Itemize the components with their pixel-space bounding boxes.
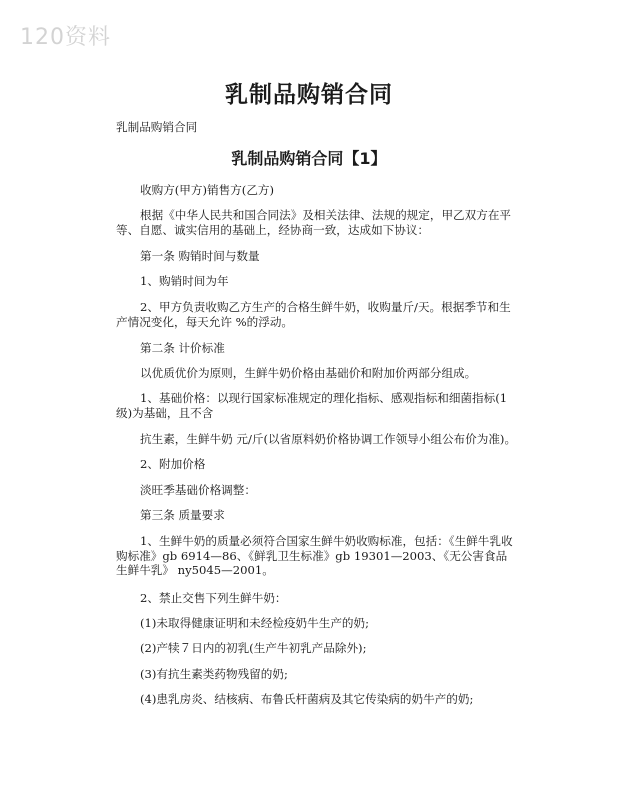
paragraph-basis: 根据《中华人民共和国合同法》及相关法律、法规的规定，甲乙双方在平等、自愿、诚实信用的基础上，经协商一致，达成如下协议： [116,208,512,237]
article-2-heading: 第二条 计价标准 [140,341,225,355]
article-3-heading: 第三条 质量要求 [140,508,225,522]
prohibited-item-2: (2)产犊７日内的初乳(生产牛初乳产品除外); [140,641,367,655]
watermark: 120资料 [20,25,111,50]
prohibited-item-1: (1)未取得健康证明和未经检疫奶牛生产的奶; [140,616,370,630]
article-2-item-1: 1、基础价格：以现行国家标准规定的理化指标、感观指标和细菌指标(1级)为基础，且不含 [116,391,508,420]
article-2-item-3: 淡旺季基础价格调整： [140,483,256,497]
paragraph-parties: 收购方(甲方)销售方(乙方) [140,183,275,197]
document-title: 乳制品购销合同 [225,82,393,108]
article-2-intro: 以优质优价为原则，生鲜牛奶价格由基础价和附加价两部分组成。 [140,366,477,380]
article-1-item-1: 1、购销时间为年 [140,274,229,288]
article-2-item-1-cont: 抗生素，生鲜牛奶 元/斤(以省原料奶价格协调工作领导小组公布价为准)。 [140,432,517,446]
prohibited-item-4: (4)患乳房炎、结核病、布鲁氏杆菌病及其它传染病的奶牛产的奶; [140,692,474,706]
prohibited-item-3: (3)有抗生素类药物残留的奶; [140,667,288,681]
section-title: 乳制品购销合同【1】 [231,149,387,168]
article-2-item-2: 2、附加价格 [140,457,206,471]
article-1-item-2: 2、甲方负责收购乙方生产的合格生鲜牛奶，收购量斤/天。根据季节和生产情况变化，每天允许 %的浮动。 [116,300,511,329]
article-3-item-2: 2、禁止交售下列生鲜牛奶： [140,591,287,605]
article-1-heading: 第一条 购销时间与数量 [140,249,260,263]
document-label: 乳制品购销合同 [116,120,198,134]
article-3-item-1: 1、生鲜牛奶的质量必须符合国家生鲜牛奶收购标准，包括：《生鲜牛乳收购标准》gb 6914—86、《鲜乳卫生标准》gb 19301—2003、《无公害食品生鲜牛乳》 ny5045—2001。 [116,534,513,577]
